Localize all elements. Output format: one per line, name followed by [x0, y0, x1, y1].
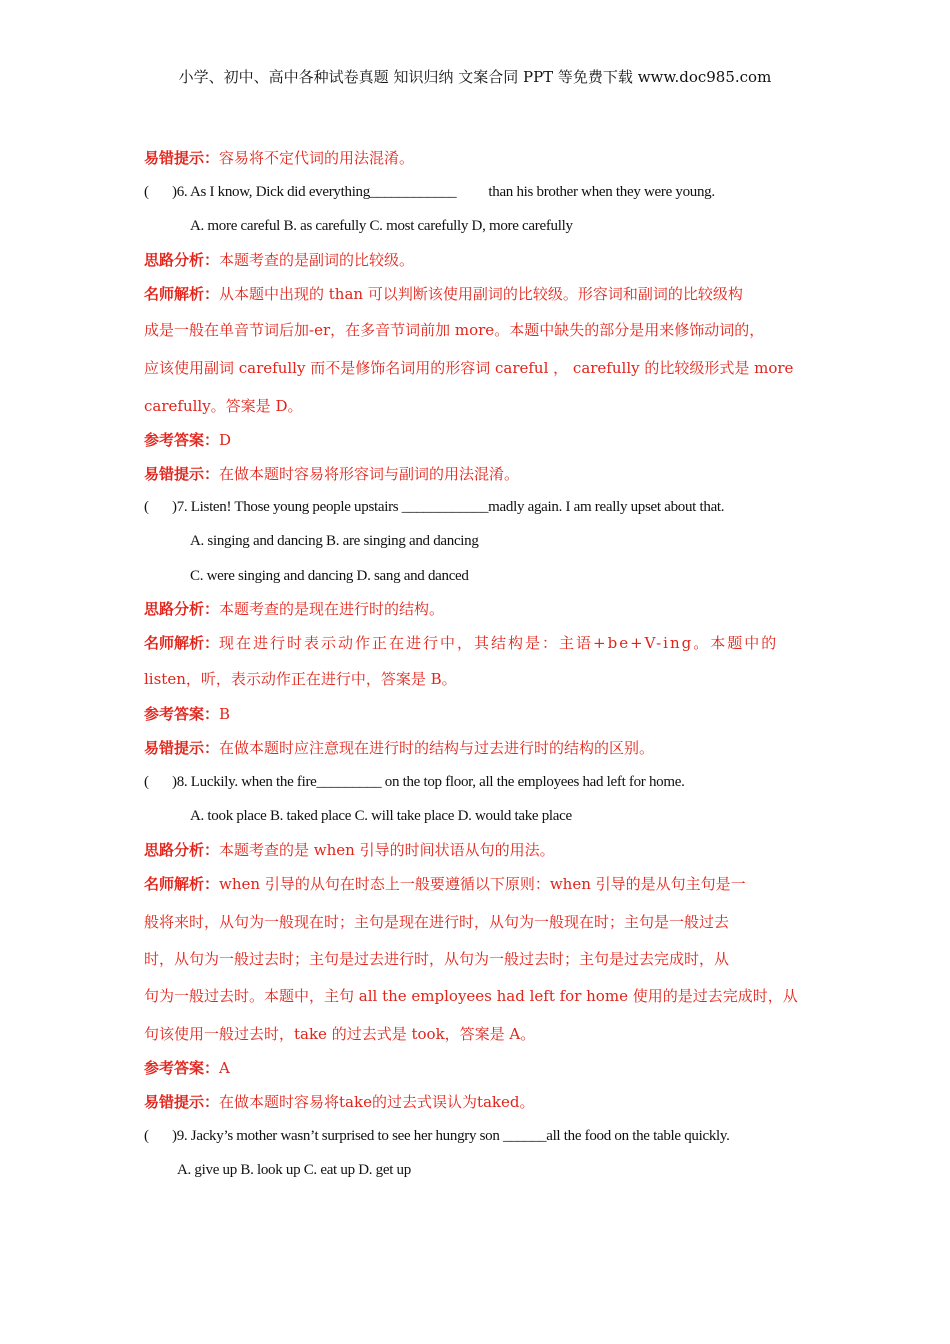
q6-options: A. more careful B. as carefully C. most carefully D, more carefully: [190, 218, 573, 234]
q7-tip: [144, 738, 654, 758]
q6-teacher-text-1: 从本题中出现的 than 可以判断该使用副词的比较级。形容词和副词的比较级构: [219, 285, 743, 303]
q7-answer-text: B: [219, 705, 231, 723]
page-header: 小学、初中、高中各种试卷真题 知识归纳 文案合同 PPT 等免费下载 www.doc985.com: [178, 68, 772, 86]
q7-stem: [144, 497, 724, 517]
analysis-label: 思路分析：: [144, 841, 220, 859]
q7-options-1: A. singing and dancing B. are singing and dancing: [190, 533, 479, 549]
q6-analysis: [144, 250, 414, 270]
q6-answer: [144, 430, 231, 450]
q8-tip: [144, 1092, 535, 1112]
q6-analysis-text: 本题考查的是副词的比较级。: [219, 251, 415, 269]
q6-tip: [144, 464, 519, 484]
tip-label: 易错提示：: [144, 149, 220, 167]
q7-teacher-2: listen，听，表示动作正在进行中，答案是 B。: [144, 670, 457, 688]
q8-answer: [144, 1058, 230, 1078]
q7-analysis-text: 本题考查的是现在进行时的结构。: [219, 600, 445, 618]
answer-paren: (: [144, 1128, 149, 1144]
q5-tip: [144, 148, 414, 168]
teacher-label: 名师解析：: [144, 875, 220, 893]
q6-stem-a: )6. As I know, Dick did everything____________: [172, 184, 457, 200]
q7-options-2: C. were singing and dancing D. sang and danced: [190, 568, 469, 584]
q6-answer-text: D: [219, 431, 232, 449]
q6-teacher-1: [144, 284, 743, 304]
tip-label: 易错提示：: [144, 739, 220, 757]
q8-tip-text: 在做本题时容易将take的过去式误认为taked。: [219, 1093, 535, 1111]
q7-tip-text: 在做本题时应注意现在进行时的结构与过去进行时的结构的区别。: [219, 739, 655, 757]
analysis-label: 思路分析：: [144, 600, 220, 618]
q6-teacher-4: carefully。答案是 D。: [144, 397, 303, 415]
analysis-label: 思路分析：: [144, 251, 220, 269]
q8-answer-text: A: [219, 1059, 230, 1077]
q7-analysis: [144, 599, 444, 619]
q8-teacher-3: 时，从句为一般过去时；主句是过去进行时，从句为一般过去时；主句是过去完成时，从: [144, 950, 730, 968]
q5-tip-text: 容易将不定代词的用法混淆。: [219, 149, 415, 167]
q8-teacher-2: 般将来时，从句为一般现在时；主句是现在进行时，从句为一般现在时；主句是一般过去: [144, 913, 730, 931]
q7-answer: [144, 704, 230, 724]
q6-stem-b: than his brother when they were young.: [488, 184, 715, 200]
q8-options: A. took place B. taked place C. will take place D. would take place: [190, 808, 572, 824]
teacher-label: 名师解析：: [144, 634, 220, 652]
answer-label: 参考答案：: [144, 1059, 220, 1077]
q6-teacher-3: 应该使用副词 carefully 而不是修饰名词用的形容词 careful ， carefully 的比较级形式是 more: [144, 359, 794, 377]
q8-teacher-text-1: when 引导的从句在时态上一般要遵循以下原则：when 引导的是从句主句是一: [219, 875, 746, 893]
q8-analysis-text: 本题考查的是 when 引导的时间状语从句的用法。: [219, 841, 555, 859]
q9-options: A. give up B. look up C. eat up D. get up: [177, 1162, 411, 1178]
answer-paren: (: [144, 774, 149, 790]
teacher-label: 名师解析：: [144, 285, 220, 303]
tip-label: 易错提示：: [144, 1093, 220, 1111]
q8-teacher-5: 句该使用一般过去时，take 的过去式是 took，答案是 A。: [144, 1025, 536, 1043]
q7-teacher-text-1: 现在进行时表示动作正在进行中，其结构是：主语+be+V-ing。本题中的: [219, 634, 779, 652]
q9-stem-text: )9. Jacky’s mother wasn’t surprised to see her hungry son ______all the food on the table quickly.: [172, 1128, 730, 1144]
q8-teacher-4: 句为一般过去时。本题中，主句 all the employees had left for home 使用的是过去完成时，从: [144, 987, 798, 1005]
q7-teacher-1: [144, 633, 778, 653]
answer-label: 参考答案：: [144, 705, 220, 723]
q8-stem: [144, 772, 685, 792]
tip-label: 易错提示：: [144, 465, 220, 483]
q8-stem-text: )8. Luckily. when the fire_________ on the top floor, all the employees had left for home.: [172, 774, 685, 790]
q6-stem: [144, 182, 715, 202]
q8-analysis: [144, 840, 555, 860]
q8-teacher-1: [144, 874, 746, 894]
answer-paren: (: [144, 499, 149, 515]
q6-teacher-2: 成是一般在单音节词后加-er，在多音节词前加 more。本题中缺失的部分是用来修饰动词的，: [144, 321, 765, 339]
q6-tip-text: 在做本题时容易将形容词与副词的用法混淆。: [219, 465, 520, 483]
q9-stem: [144, 1126, 730, 1146]
answer-paren: (: [144, 184, 149, 200]
q7-stem-text: )7. Listen! Those young people upstairs ____________madly again. I am really upset about that.: [172, 499, 725, 515]
answer-label: 参考答案：: [144, 431, 220, 449]
